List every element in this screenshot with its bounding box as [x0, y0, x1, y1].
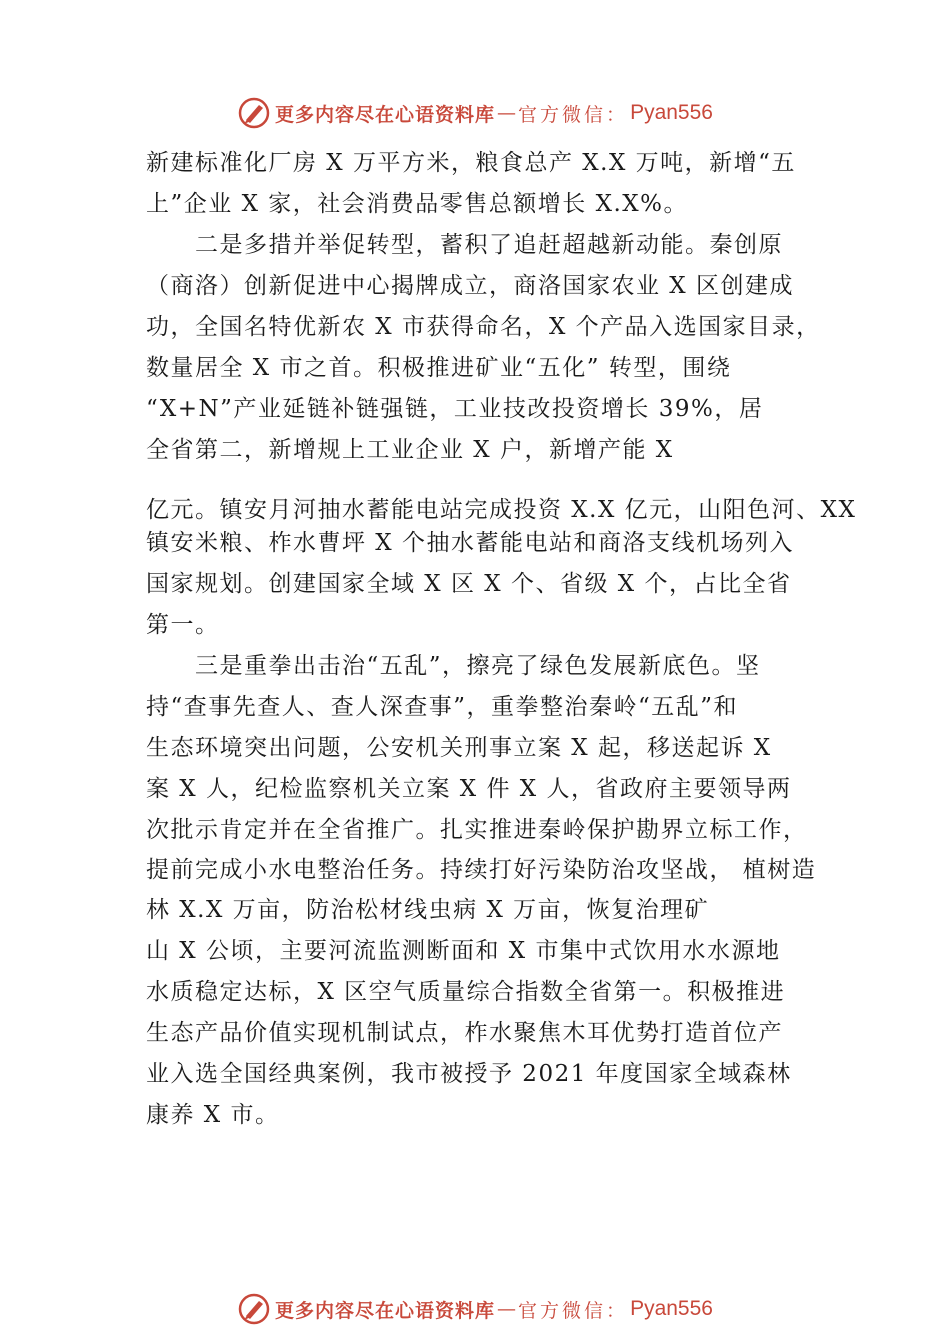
- body-line: 业入选全国经典案例，我市被授予 2021 年度国家全域森林: [146, 1061, 792, 1087]
- body-line: 国家规划。创建国家全域 X 区 X 个、省级 X 个，占比全省: [146, 571, 792, 597]
- body-line: 三是重拳出击治“五乱”，擦亮了绿色发展新底色。坚: [146, 653, 761, 679]
- body-line: 生态产品价值实现机制试点，柞水聚焦木耳优势打造首位产: [146, 1020, 783, 1046]
- brand-logo-icon: [237, 96, 271, 130]
- footer-separator: —: [497, 1298, 517, 1320]
- footer-brand: 更多内容尽在心语资料库: [275, 1299, 496, 1322]
- body-line: 生态环境突出问题，公安机关刑事立案 X 起，移送起诉 X: [146, 735, 772, 761]
- header-label: 官方微信：: [518, 103, 629, 126]
- header-brand: 更多内容尽在心语资料库: [275, 103, 496, 126]
- header-banner: [0, 93, 950, 133]
- body-line: 林 X.X 万亩，防治松材线虫病 X 万亩，恢复治理矿: [146, 897, 710, 923]
- brand-logo-icon: [237, 1292, 271, 1326]
- body-line: 康养 X 市。: [146, 1102, 280, 1128]
- footer-banner: [0, 1289, 950, 1329]
- footer-account: Pyan556: [630, 1297, 713, 1320]
- body-line: 镇安米粮、柞水曹坪 X 个抽水蓄能电站和商洛支线机场列入: [146, 530, 794, 556]
- body-line: 上”企业 X 家，社会消费品零售总额增长 X.X%。: [146, 191, 688, 217]
- body-line: 提前完成小水电整治任务。持续打好污染防治攻坚战， 植树造: [146, 857, 817, 883]
- body-line: 水质稳定达标，X 区空气质量综合指数全省第一。积极推进: [146, 979, 786, 1005]
- body-line: 二是多措并举促转型，蓄积了追赶超越新动能。秦创原: [146, 232, 783, 258]
- body-line: 次批示肯定并在全省推广。扎实推进秦岭保护勘界立标工作，: [146, 817, 808, 843]
- header-separator: —: [497, 102, 517, 124]
- body-line: 案 X 人，纪检监察机关立案 X 件 X 人，省政府主要领导两: [146, 776, 792, 802]
- body-line: 亿元。镇安月河抽水蓄能电站完成投资 X.X 亿元，山阳色河、XX: [146, 497, 857, 523]
- body-line: 数量居全 X 市之首。积极推进矿业“五化” 转型，围绕: [146, 355, 732, 381]
- body-line: “X+N”产业延链补链强链，工业技改投资增长 39%，居: [146, 396, 764, 422]
- body-line: （商洛）创新促进中心揭牌成立，商洛国家农业 X 区创建成: [146, 273, 794, 299]
- body-line: 第一。: [146, 612, 220, 638]
- body-line: 新建标准化厂房 X 万平方米，粮食总产 X.X 万吨，新增“五: [146, 150, 796, 176]
- body-line: 全省第二，新增规上工业企业 X 户，新增产能 X: [146, 437, 674, 463]
- body-line: 持“查事先查人、查人深查事”，重拳整治秦岭“五乱”和: [146, 694, 739, 720]
- header-account: Pyan556: [630, 101, 713, 124]
- footer-label: 官方微信：: [518, 1299, 629, 1322]
- body-line: 山 X 公顷，主要河流监测断面和 X 市集中式饮用水水源地: [146, 938, 781, 964]
- body-line: 功，全国名特优新农 X 市获得命名，X 个产品入选国家目录，: [146, 314, 821, 340]
